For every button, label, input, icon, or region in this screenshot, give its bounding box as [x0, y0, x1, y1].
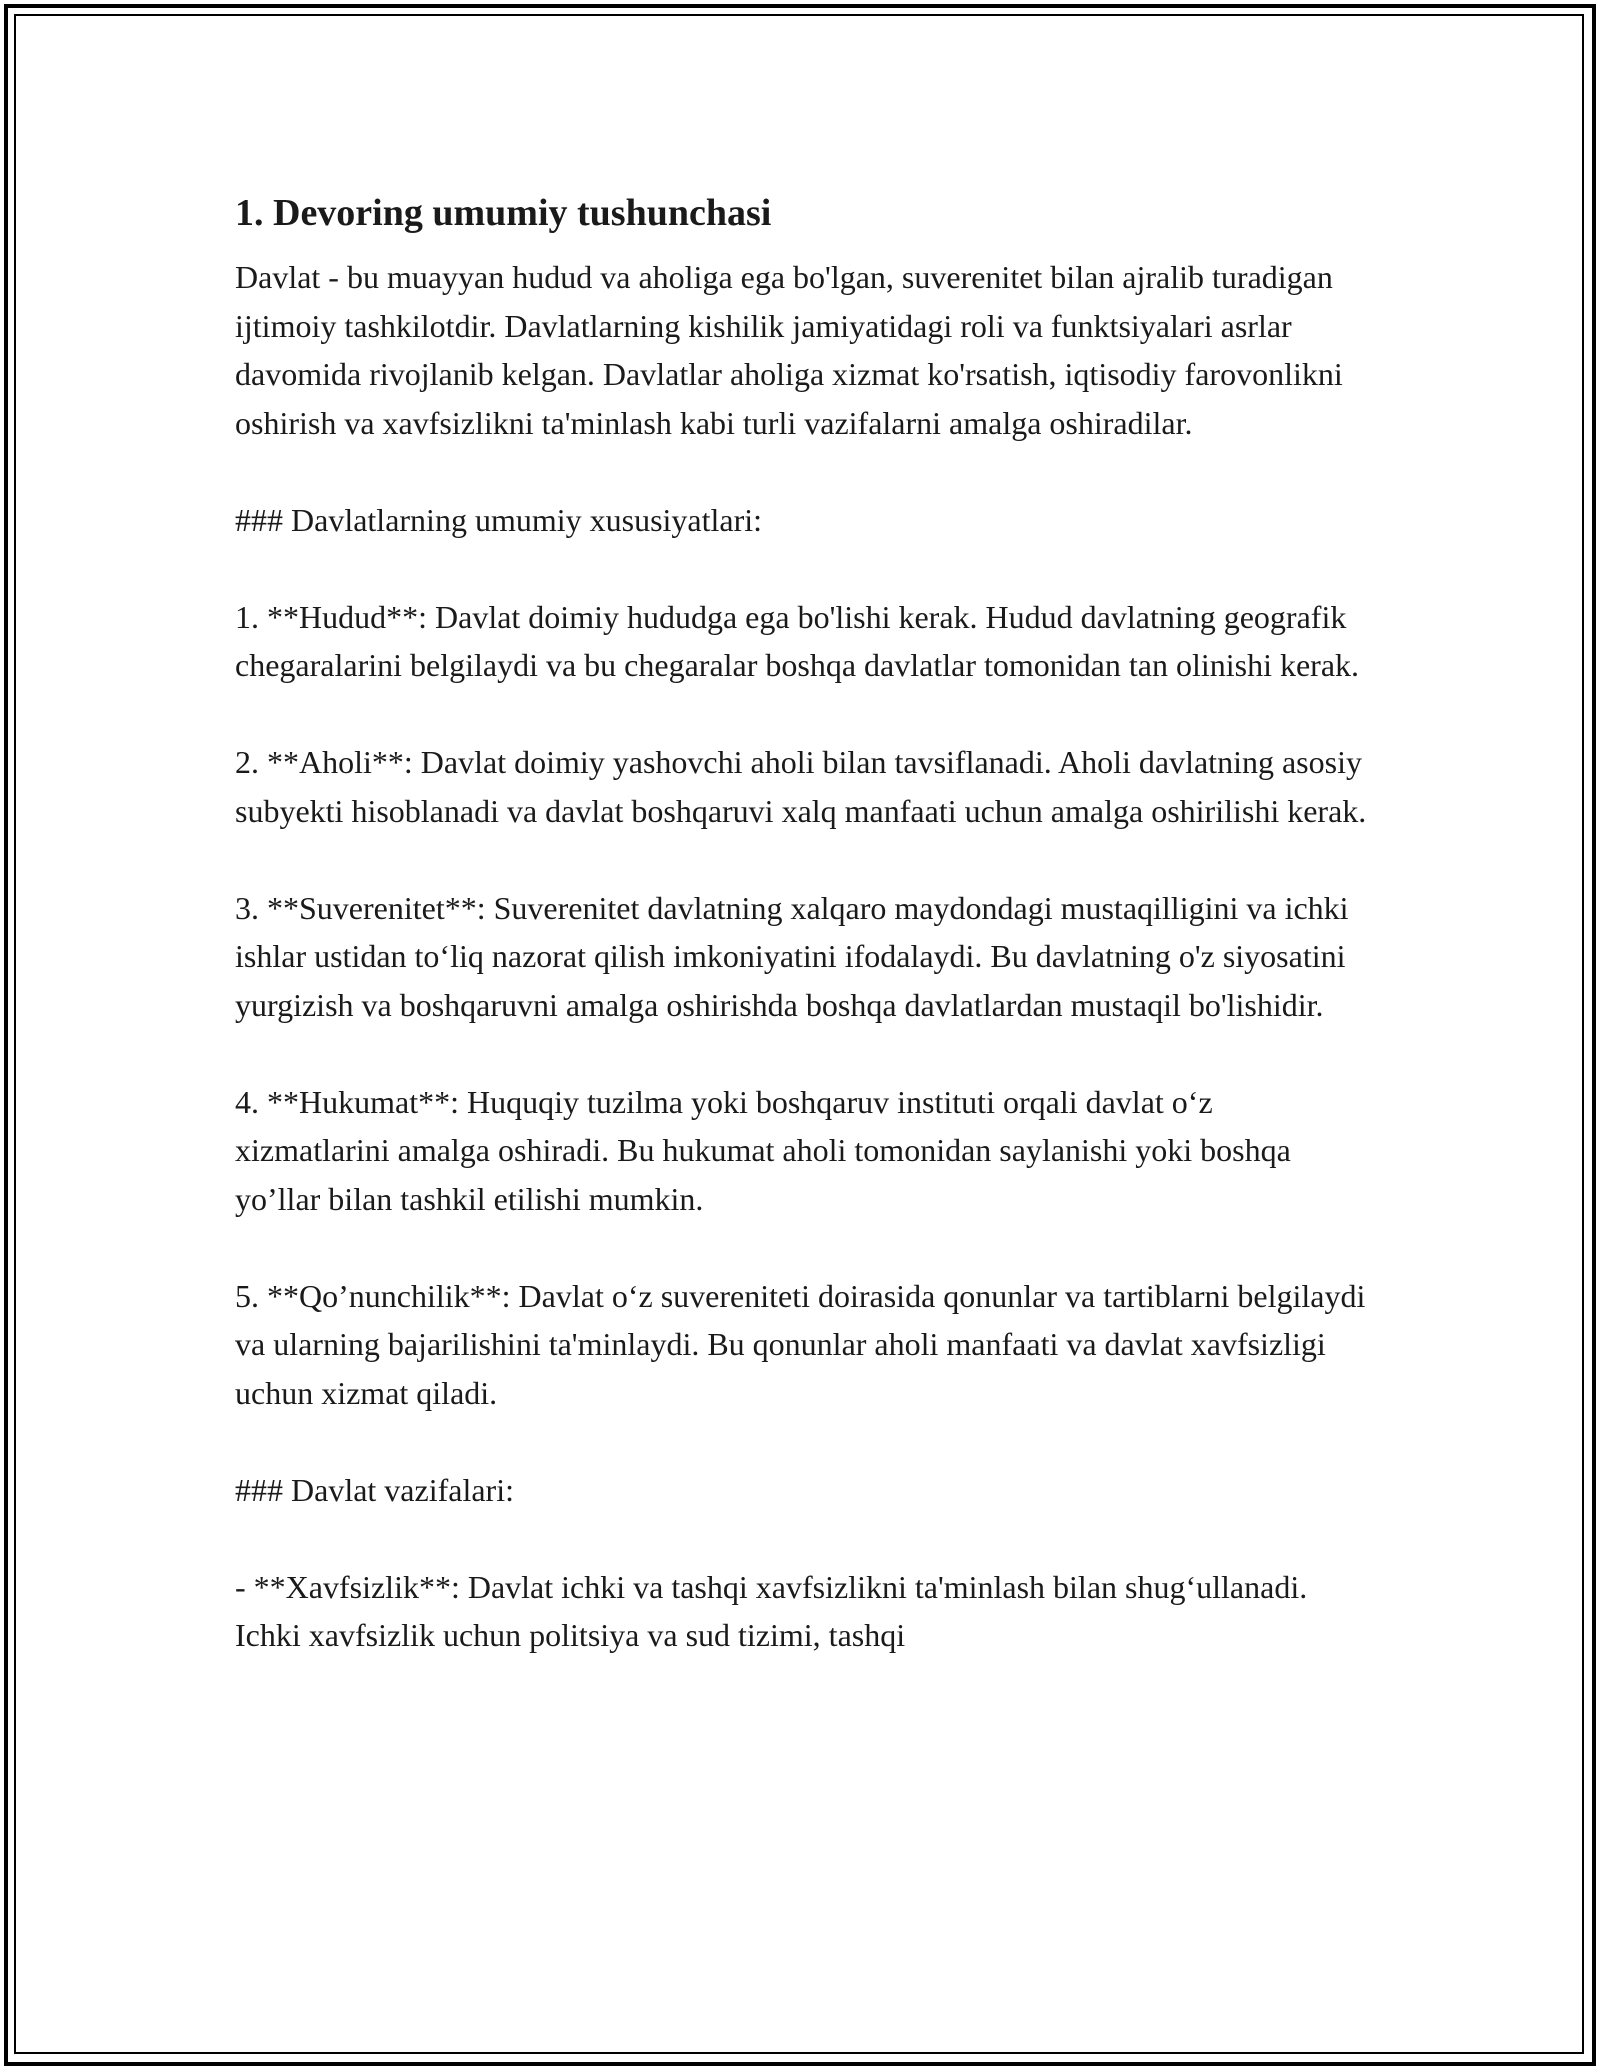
subheading-functions: ### Davlat vazifalari: — [235, 1471, 514, 1508]
list-item-sovereignty: 3. **Suverenitet**: Suverenitet davlatning xalqaro maydondagi mustaqilligini va ichki ishlar ustidan to‘liq nazorat qilish imkoniyatini ifodalaydi. Bu davlatning o'z siyosatini yurgizish va boshqaruvni amalga oshirishda boshqa davlatlardan mustaqil bo'lishidir. — [235, 889, 1349, 1023]
list-item-population: 2. **Aholi**: Davlat doimiy yashovchi aholi bilan tavsiflanadi. Aholi davlatning asosiy subyekti hisoblanadi va davlat boshqaruvi xalq manfaati uchun amalga oshirilishi kerak. — [235, 744, 1367, 829]
list-item-security: - **Xavfsizlik**: Davlat ichki va tashqi xavfsizlikni ta'minlash bilan shug‘ullanadi. Ichki xavfsizlik uchun politsiya va sud tizimi, tashqi — [235, 1568, 1308, 1653]
section-heading: 1. Devoring umumiy tushunchasi — [235, 192, 772, 234]
intro-paragraph: Davlat - bu muayyan hudud va aholiga ega bo'lgan, suverenitet bilan ajralib turadigan ijtimoiy tashkilotdir. Davlatlarning kishilik jamiyatidagi roli va funktsiyalari asrlar davomida rivojlanib kelgan. Davlatlar aholiga xizmat ko'rsatish, iqtisodiy farovonlikni oshirish va xavfsizlikni ta'minlash kabi turli vazifalarni amalga oshiradilar. — [235, 259, 1343, 441]
list-item-legislation: 5. **Qo’nunchilik**: Davlat o‘z suvereniteti doirasida qonunlar va tartiblarni belgilaydi va ularning bajarilishini ta'minlaydi. Bu qonunlar aholi manfaati va davlat xavfsizligi uchun xizmat qiladi. — [235, 1277, 1366, 1411]
document-body — [235, 183, 1375, 1708]
list-item-territory: 1. **Hudud**: Davlat doimiy hududga ega bo'lishi kerak. Hudud davlatning geografik chegaralarini belgilaydi va bu chegaralar boshqa davlatlar tomonidan tan olinishi kerak. — [235, 598, 1360, 683]
list-item-government: 4. **Hukumat**: Huquqiy tuzilma yoki boshqaruv instituti orqali davlat o‘z xizmatlarini amalga oshiradi. Bu hukumat aholi tomonidan saylanishi yoki boshqa yo’llar bilan tashkil etilishi mumkin. — [235, 1083, 1291, 1217]
subheading-features: ### Davlatlarning umumiy xususiyatlari: — [235, 501, 763, 538]
